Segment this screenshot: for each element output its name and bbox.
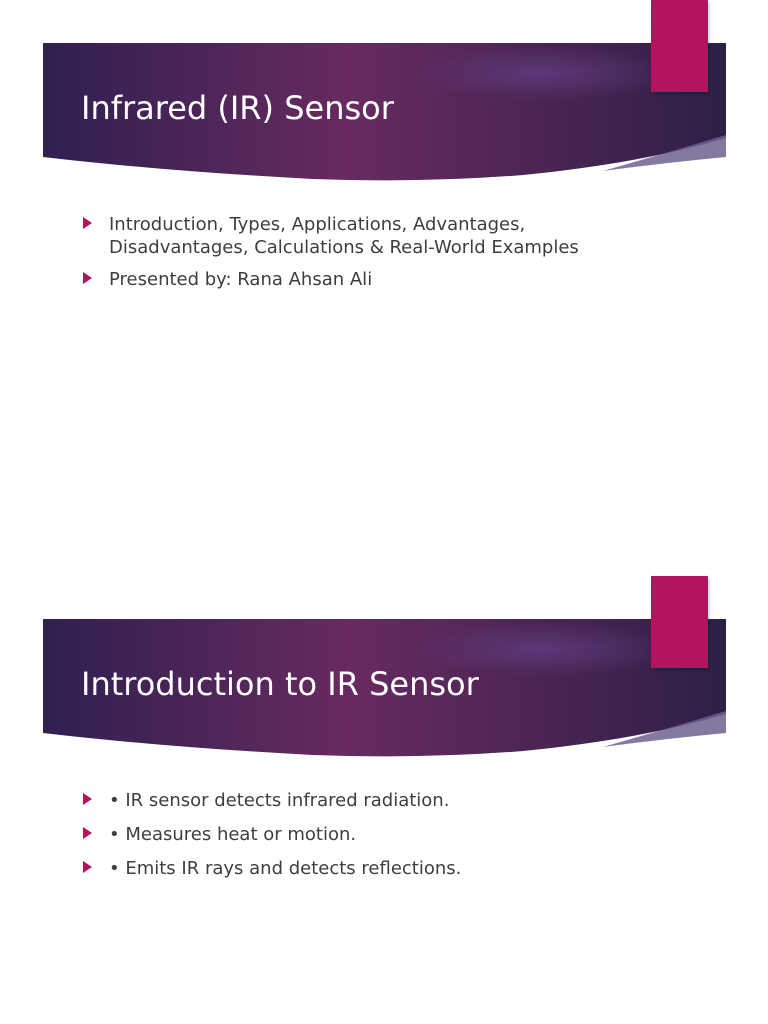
slide-title: Infrared (IR) Sensor	[81, 89, 394, 127]
bullet-list	[80, 789, 580, 891]
triangle-bullet-icon	[83, 272, 92, 284]
triangle-bullet-icon	[83, 793, 92, 805]
accent-tab	[651, 576, 708, 668]
bullet-text: Presented by: Rana Ahsan Ali	[109, 269, 373, 290]
bullet-text: • Measures heat or motion.	[109, 824, 357, 845]
triangle-bullet-icon	[83, 827, 92, 839]
bullet-text: • Emits IR rays and detects reflections.	[109, 858, 462, 879]
triangle-bullet-icon	[83, 217, 92, 229]
bullet-text: Introduction, Types, Applications, Advantages, Disadvantages, Calculations & Real-World Examples	[109, 214, 579, 258]
bullet-item	[80, 268, 580, 291]
bullet-item	[80, 789, 580, 812]
bullet-list	[80, 213, 580, 300]
bullet-item	[80, 213, 580, 259]
bullet-text: • IR sensor detects infrared radiation.	[109, 790, 450, 811]
bullet-item	[80, 823, 580, 846]
accent-tab	[651, 0, 708, 92]
triangle-bullet-icon	[83, 861, 92, 873]
slide-2	[0, 576, 768, 1024]
bullet-item	[80, 857, 580, 880]
slide-title: Introduction to IR Sensor	[81, 665, 479, 703]
